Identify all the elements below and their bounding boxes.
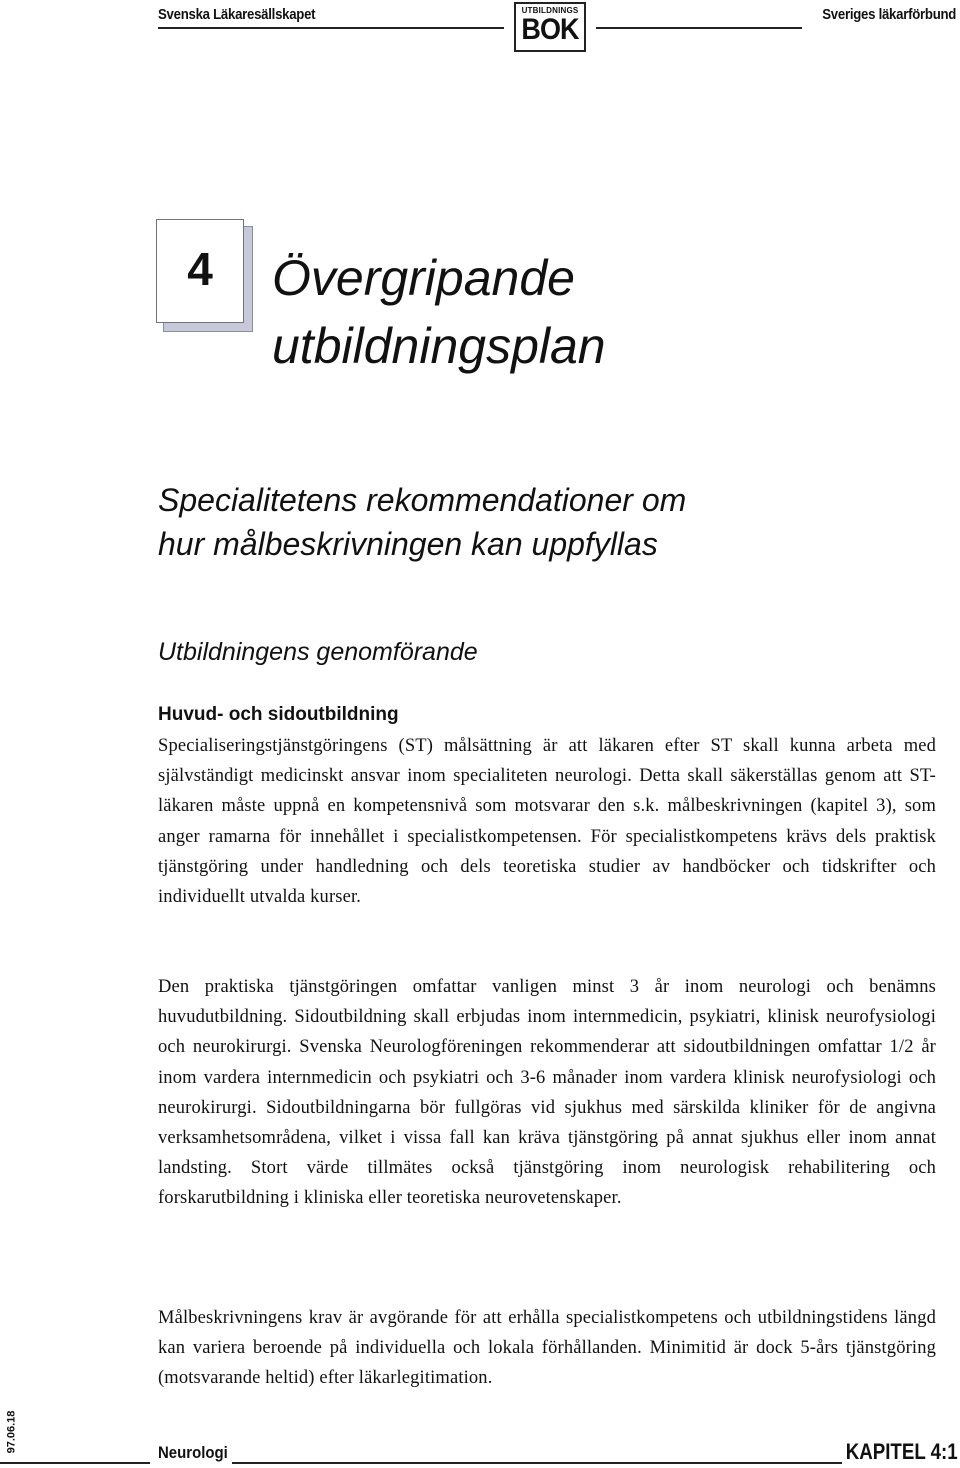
chapter-title bbox=[272, 244, 606, 380]
logo-big-text: BOK bbox=[521, 13, 579, 46]
subtitle-line2: hur målbeskrivningen kan uppfyllas bbox=[158, 526, 658, 562]
chapter-number: 4 bbox=[187, 243, 213, 295]
header-rule-left bbox=[158, 27, 504, 29]
chapter-subtitle bbox=[158, 478, 858, 566]
chapter-title-line2: utbildningsplan bbox=[272, 318, 606, 374]
body-paragraph-3: Målbeskrivningens krav är avgörande för att erhålla specialistkompetens och utbildningstidens längd kan variera beroende på individuella och lokala förhållanden. Minimitid är dock 5-års tjänstgöring (motsvarande heltid) efter läkarlegitimation. bbox=[158, 1308, 936, 1389]
subtitle-line1: Specialitetens rekommendationer om bbox=[158, 482, 687, 518]
revision-date-code: 97.06.18 bbox=[5, 1410, 18, 1454]
body-paragraph-2: Den praktiska tjänstgöringen omfattar vanligen minst 3 år inom neurologi och benämns huvudutbildning. Sidoutbildning skall erbjudas inom internmedicin, psykiatri, klinisk neurofysiologi och neurokirurgi. Svenska Neurologföreningen rekommenderar att sidoutbildningen omfattar 1/2 år inom vardera internmedicin och psykiatri och 3-6 månader inom vardera klinisk neurofysiologi och neurokirurgi. Sidoutbildningarna bör fullgöras vid sjukhus med särskilda kliniker för de angivna verksamhetsområdena, vilket i vissa fall kan kräva tjänstgöring på annat sjukhus eller inom annat landsting. Stort värde tillmätes också tjänstgöring inom neurologisk rehabilitering och forskarutbildning i kliniska eller teoretiska neurovetenskaper. bbox=[158, 977, 936, 1209]
footer-rule-left bbox=[0, 1462, 150, 1464]
logo-small-text: UTBILDNINGS bbox=[521, 6, 579, 15]
footer-specialty: Neurologi bbox=[158, 1443, 228, 1462]
header-org-right: Sveriges läkarförbund bbox=[822, 6, 956, 23]
section-heading: Utbildningens genomförande bbox=[158, 638, 478, 666]
body-paragraph-1: Specialiseringstjänstgöringens (ST) målsättning är att läkaren efter ST skall kunna arbeta med självständigt medicinskt ansvar inom specialiteten neurologi. Detta skall säkerställas genom att ST-läkaren måste uppnå en kompetensnivå som motsvarar den s.k. målbeskrivningen (kapitel 3), som anger ramarna för innehållet i specialistkompetensen. För specialistkompetens krävs dels praktisk tjänstgöring under handledning och dels teoretiska studier av handböcker och tidskrifter och individuellt utvalda kurser. bbox=[158, 736, 936, 908]
utbildningsbok-logo bbox=[514, 2, 586, 52]
chapter-title-line1: Övergripande bbox=[272, 250, 575, 306]
footer-rule bbox=[232, 1462, 842, 1464]
chapter-number-box bbox=[156, 219, 244, 323]
header-rule-right bbox=[596, 27, 802, 29]
subsection-heading: Huvud- och sidoutbildning bbox=[158, 704, 399, 725]
header-org-left: Svenska Läkaresällskapet bbox=[158, 6, 316, 23]
footer-page-label: KAPITEL 4:1 bbox=[846, 1439, 958, 1464]
